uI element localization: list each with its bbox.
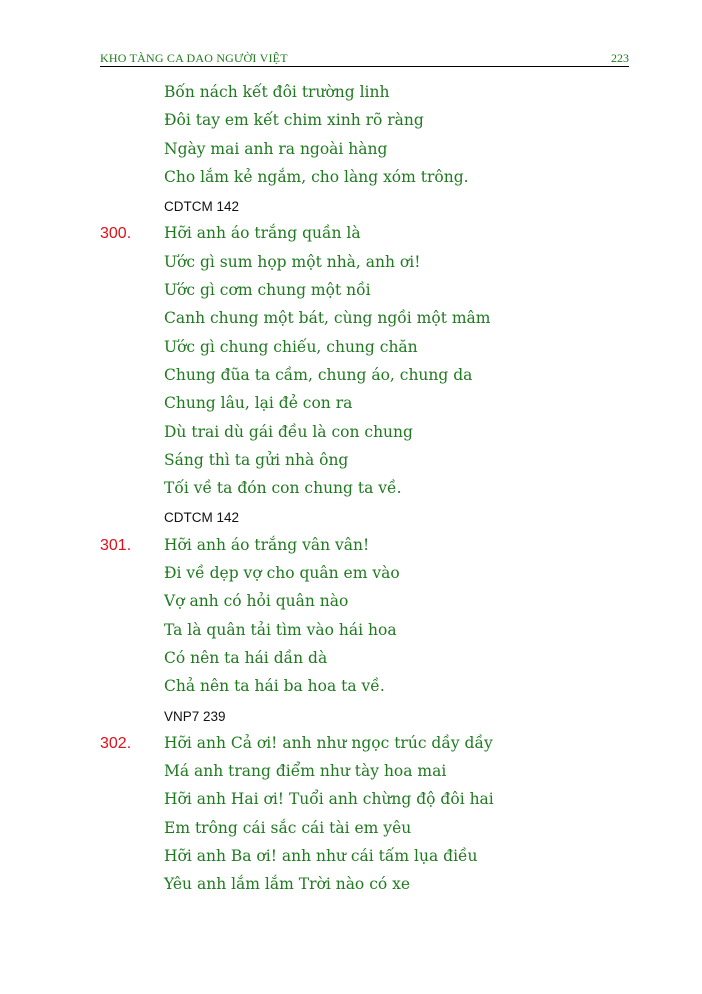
- verse-row: [0, 448, 702, 476]
- verse-line: Ước gì cơm chung một nồi: [164, 281, 371, 300]
- verse-line: Em trông cái sắc cái tài em yêu: [164, 818, 412, 837]
- verse-row: [0, 278, 702, 306]
- page-header: [100, 46, 629, 67]
- verse-line: Sáng thì ta gửi nhà ông: [164, 450, 349, 469]
- verse-line: Ước gì sum họp một nhà, anh ơi!: [164, 252, 421, 271]
- verse-line: Má anh trang điểm như tày hoa mai: [164, 762, 447, 781]
- verse-row: [0, 250, 702, 278]
- verse-line: Bốn nách kết đôi trường linh: [164, 83, 390, 101]
- source-citation: CDTCM 142: [164, 510, 240, 526]
- verse-row: [0, 589, 702, 617]
- verse-row: [0, 816, 702, 844]
- verse-row: [0, 646, 702, 674]
- poem-number: 301.: [100, 536, 132, 554]
- verse-row: [0, 306, 702, 334]
- verse-row: [0, 137, 702, 165]
- verse-line: Hỡi anh áo trắng vân vân!: [164, 535, 370, 554]
- source-row: [0, 504, 702, 532]
- verse-row: [0, 476, 702, 504]
- verse-row: [0, 363, 702, 391]
- verse-line: Hỡi anh Hai ơi! Tuổi anh chừng độ đôi hai: [164, 790, 494, 809]
- verse-row: [0, 787, 702, 815]
- verse-line: Hỡi anh Ba ơi! anh như cái tấm lụa điều: [164, 847, 478, 866]
- verse-row: [0, 561, 702, 589]
- verse-line: Chung đũa ta cầm, chung áo, chung da: [164, 365, 473, 384]
- verse-line: Chung lâu, lại đẻ con ra: [164, 394, 353, 413]
- verse-row: [0, 335, 702, 363]
- poem-number: 302.: [100, 734, 132, 752]
- verse-row: [0, 80, 702, 108]
- verse-row: [0, 221, 702, 249]
- verse-row: [0, 872, 702, 900]
- verse-line: Canh chung một bát, cùng ngồi một mâm: [164, 309, 491, 328]
- verse-row: [0, 674, 702, 702]
- verse-row: [0, 165, 702, 193]
- source-citation: CDTCM 142: [164, 199, 240, 215]
- page-number: 223: [611, 51, 629, 65]
- verse-line: Yêu anh lắm lắm Trời nào có xe: [164, 875, 411, 894]
- verse-line: Đi về dẹp vợ cho quân em vào: [164, 564, 400, 583]
- verse-row: [0, 533, 702, 561]
- source-citation: VNP7 239: [164, 708, 226, 724]
- verse-line: Vợ anh có hỏi quân nào: [164, 592, 349, 611]
- verse-row: [0, 844, 702, 872]
- verse-line: Chả nên ta hái ba hoa ta về.: [164, 677, 385, 696]
- verse-row: [0, 731, 702, 759]
- verse-row: [0, 759, 702, 787]
- verse-row: [0, 420, 702, 448]
- verse-line: Ngày mai anh ra ngoài hàng: [164, 139, 388, 158]
- verse-line: Tối về ta đón con chung ta về.: [164, 479, 402, 498]
- verse-row: [0, 618, 702, 646]
- verse-content: [0, 80, 702, 901]
- verse-line: Cho lắm kẻ ngắm, cho làng xóm trông.: [164, 167, 469, 186]
- verse-line: Hỡi anh Cả ơi! anh như ngọc trúc dầy dầy: [164, 733, 493, 752]
- running-title: KHO TÀNG CA DAO NGƯỜI VIỆT: [100, 51, 288, 65]
- verse-line: Ta là quân tải tìm vào hái hoa: [164, 620, 397, 639]
- source-row: [0, 703, 702, 731]
- verse-line: Dù trai dù gái đều là con chung: [164, 422, 413, 441]
- verse-line: Đôi tay em kết chim xinh rõ ràng: [164, 111, 424, 130]
- verse-row: [0, 391, 702, 419]
- verse-row: [0, 108, 702, 136]
- verse-line: Hỡi anh áo trắng quần là: [164, 224, 361, 243]
- verse-line: Có nên ta hái dần dà: [164, 648, 328, 667]
- source-row: [0, 193, 702, 221]
- verse-line: Ước gì chung chiếu, chung chăn: [164, 337, 418, 356]
- poem-number: 300.: [100, 225, 132, 243]
